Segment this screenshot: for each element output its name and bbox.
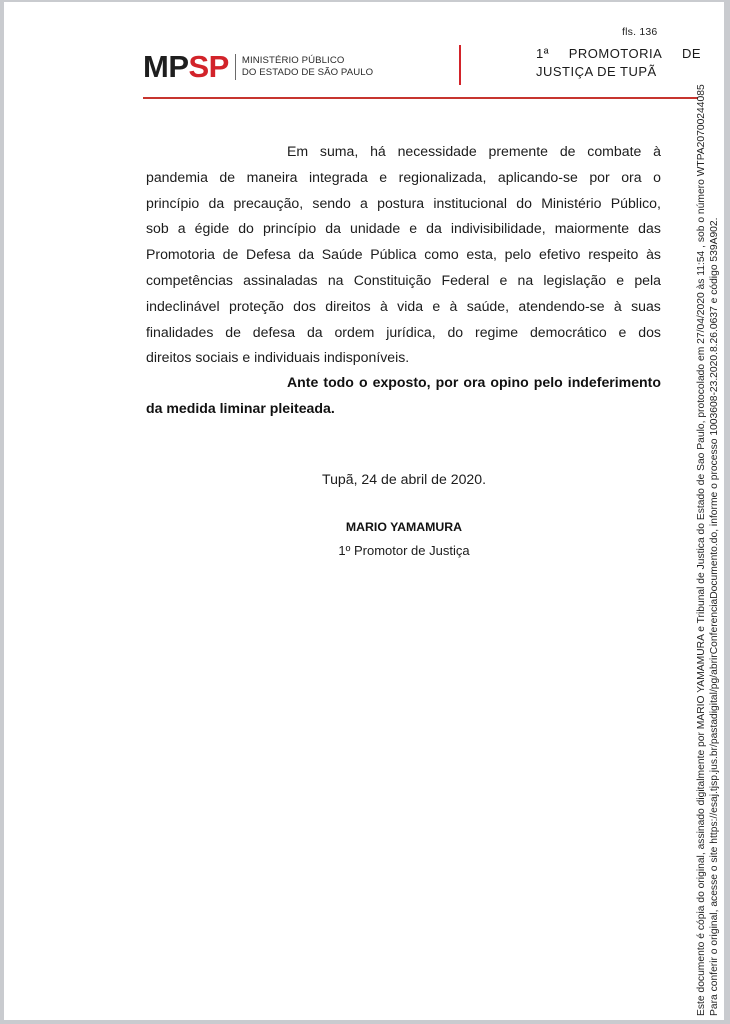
body-line: direitos sociais e individuais indisponíveis. xyxy=(146,349,410,366)
body-line: finalidades de defesa da ordem jurídica, do regime democrático e dos xyxy=(146,323,661,340)
logo-divider xyxy=(235,54,236,80)
body-paragraph xyxy=(146,139,661,371)
conclusion-line: Ante todo o exposto, por ora opino pelo indeferimento xyxy=(287,374,661,390)
body-line: princípio da precaução, sendo a postura institucional do Ministério Público, xyxy=(146,194,661,211)
body-line: sob a égide do princípio da unidade e da indivisibilidade, maiormente das xyxy=(146,220,661,237)
conclusion-line: da medida liminar pleiteada. xyxy=(146,399,335,416)
stamp-line2: Para conferir o original, acesse o site https://esaj.tjsp.jus.br/pastadigital/pg/abrirConferenciaDocumento.do, informe o processo 1003608-23.2020.8.26.0637 e código 539A902. xyxy=(708,217,720,1016)
stamp-line1: Este documento é cópia do original, assinado digitalmente por MARIO YAMAMURA e Tribunal de Justica do Estado de Sao Paulo, protocolado em 27/04/2020 às 11:54 , sob o número WTPA20700244085 xyxy=(696,84,707,1016)
office-name xyxy=(536,45,701,81)
body-line: indeclinável proteção dos direitos à vida e à saúde, atendendo-se à suas xyxy=(146,297,661,314)
office-name-word1: 1ª xyxy=(536,46,550,61)
conclusion-paragraph xyxy=(146,370,661,422)
page-number: fls. 136 xyxy=(622,26,658,38)
place-and-date: Tupã, 24 de abril de 2020. xyxy=(321,471,487,487)
body-line: Em suma, há necessidade premente de combate à xyxy=(287,143,661,159)
body-line: Promotoria de Defesa da Saúde Pública como esta, pelo efetivo respeito às xyxy=(146,246,661,263)
logo-text-line1: MINISTÉRIO PÚBLICO xyxy=(241,54,345,66)
logo-text-line2: DO ESTADO DE SÃO PAULO xyxy=(241,66,374,78)
logo-mark-sp: SP xyxy=(188,49,229,84)
body-line: pandemia de maneira integrada e regionalizada, aplicando-se por ora o xyxy=(146,168,661,185)
logo-mark xyxy=(143,51,229,82)
office-name-line2: JUSTIÇA DE TUPÃ xyxy=(536,64,657,79)
logo-mark-mp: MP xyxy=(143,49,189,84)
signer-name: MARIO YAMAMURA xyxy=(345,520,463,534)
body-line: competências assinaladas na Constituição Federal e na legislação e pela xyxy=(146,271,661,288)
signer-title: 1º Promotor de Justiça xyxy=(338,543,470,558)
header-horizontal-rule xyxy=(143,97,698,99)
logo-text xyxy=(242,55,373,79)
header-vertical-rule xyxy=(459,45,461,85)
office-name-line1 xyxy=(536,45,701,63)
office-name-word2: PROMOTORIA xyxy=(568,46,663,61)
mpsp-logo xyxy=(143,51,373,82)
document-page xyxy=(4,2,724,1020)
digital-signature-stamp xyxy=(696,6,721,1016)
office-name-word3: DE xyxy=(681,46,701,61)
